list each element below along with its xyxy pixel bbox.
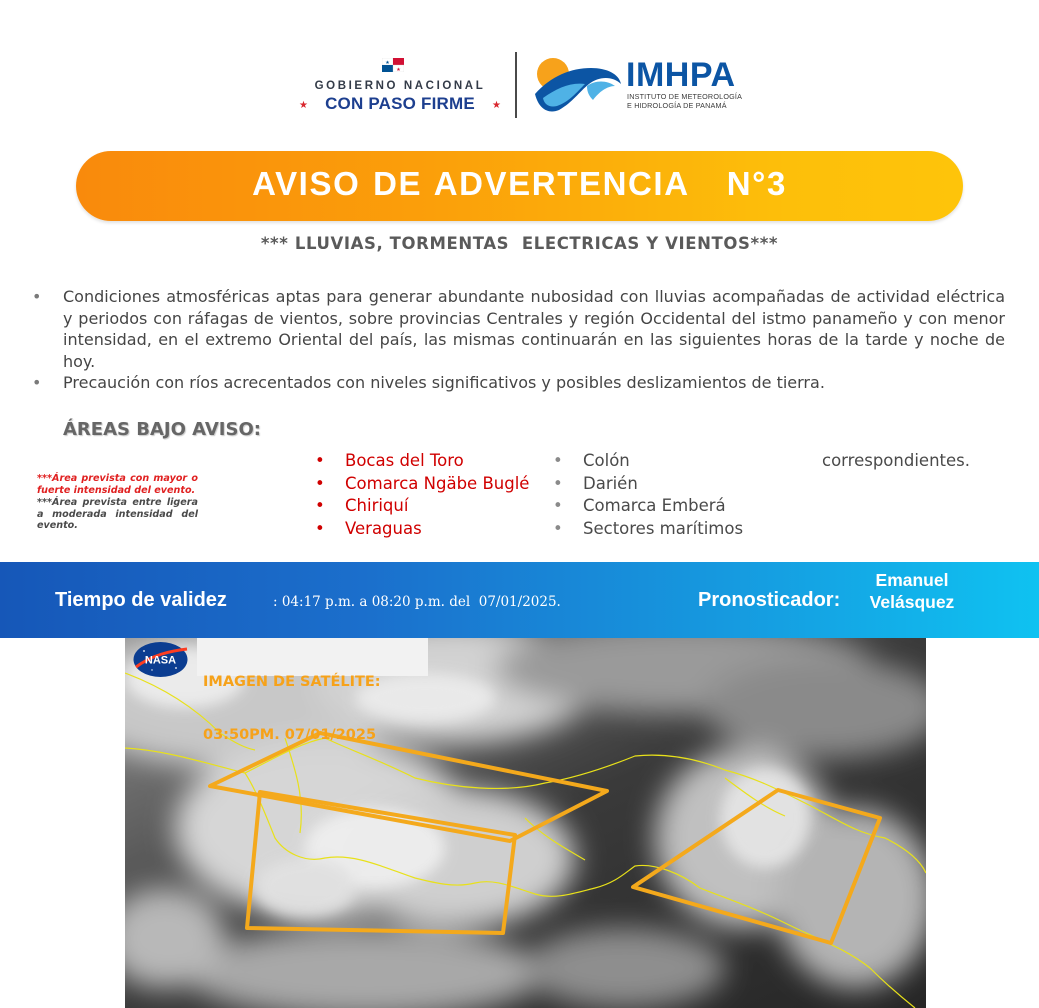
bullet-icon: • [315, 518, 325, 538]
area-item [315, 450, 529, 473]
condition-item [32, 372, 1005, 394]
intensity-legend [37, 473, 198, 532]
satellite-caption-line2: 03:50PM. 07/01/2025 [203, 726, 377, 743]
area-item [315, 518, 529, 541]
logo-divider [515, 52, 517, 118]
area-item [315, 473, 529, 496]
bullet-icon: • [315, 473, 325, 493]
satellite-caption-box [197, 638, 428, 743]
legend-moderate-intensity: ***Área prevista entre ligera a moderada intensidad del evento. [37, 497, 198, 532]
imhpa-subtitle-line1: INSTITUTO DE METEOROLOGÍA [627, 92, 743, 101]
area-name: Bocas del Toro [345, 451, 464, 470]
imhpa-subtitle [627, 92, 742, 110]
satellite-caption [203, 639, 381, 779]
star-icon: ★ [492, 100, 501, 111]
forecaster-name [857, 569, 967, 613]
condition-text: Condiciones atmosféricas aptas para generar abundante nubosidad con lluvias acompañadas de actividad eléctrica y periodos con ráfagas de vientos, sobre provincias Centrales y región Occidental del istmo panameño y con menor intensidad, en el extremo Oriental del país, las mismas continuarán en las siguientes horas de la tarde y noche de hoy. [63, 287, 1005, 371]
forecaster-last-name: Velásquez [869, 592, 955, 612]
area-name: Chiriquí [345, 496, 409, 515]
condition-text: Precaución con ríos acrecentados con niveles significativos y posibles deslizamientos de tierra. [63, 373, 825, 392]
bullet-icon: • [32, 287, 42, 306]
satellite-caption-line1: IMAGEN DE SATÉLITE: [203, 674, 381, 690]
gobierno-nacional-text: GOBIERNO NACIONAL [314, 80, 486, 92]
forecaster-separator: : [833, 589, 841, 611]
svg-text:★: ★ [385, 60, 390, 66]
moderate-intensity-areas [553, 450, 743, 540]
area-item [553, 518, 743, 541]
gobierno-nacional-logo [298, 56, 502, 120]
title-banner [76, 151, 963, 221]
bullet-icon: • [553, 473, 563, 493]
bullet-icon: • [315, 496, 325, 515]
area-name: Veraguas [345, 518, 422, 538]
conditions-list [32, 286, 1005, 394]
area-item [553, 473, 743, 496]
area-name: Comarca Emberá [583, 496, 726, 515]
bullet-icon: • [553, 518, 563, 538]
nasa-logo-text: NASA [144, 654, 177, 667]
nasa-logo [132, 641, 189, 678]
area-name: Darién [583, 473, 638, 493]
area-name: Colón [583, 451, 630, 470]
areas-trailing-text: correspondientes. [822, 451, 970, 470]
validity-label: Tiempo de validez [55, 589, 227, 611]
validity-value: : 04:17 p.m. a 08:20 p.m. del 07/01/2025. [273, 594, 561, 610]
imhpa-wordmark: IMHPA [626, 56, 736, 94]
bullet-icon: • [315, 451, 325, 470]
area-item [553, 495, 743, 518]
imhpa-subtitle-line2: E HIDROLOGÍA DE PANAMÁ [627, 101, 727, 110]
forecaster-label-text: Pronosticador [698, 589, 834, 611]
area-name: Sectores marítimos [583, 518, 744, 538]
star-icon: ★ [299, 100, 308, 111]
bullet-icon: • [32, 373, 42, 392]
legend-high-intensity: ***Área prevista con mayor o fuerte intensidad del evento. [37, 473, 198, 496]
panama-flag-icon [382, 58, 404, 72]
bullet-icon: • [553, 451, 563, 470]
con-paso-firme-text: CON PASO FIRME [325, 94, 475, 113]
area-name: Comarca Ngäbe Buglé [345, 473, 530, 493]
high-intensity-areas [315, 450, 529, 540]
hazard-subtitle: *** LLUVIAS, TORMENTAS ELECTRICAS Y VIENTOS*** [260, 234, 779, 253]
imhpa-logo [533, 54, 748, 118]
area-item [315, 495, 529, 518]
bullet-icon: • [553, 496, 563, 515]
forecaster-label [698, 589, 840, 612]
page-title: AVISO DE ADVERTENCIA N°3 [252, 165, 787, 202]
areas-heading: ÁREAS BAJO AVISO: [63, 419, 261, 440]
forecaster-first-name: Emanuel [875, 570, 949, 590]
condition-item [32, 286, 1005, 372]
area-item [553, 450, 743, 473]
svg-text:★: ★ [396, 67, 401, 72]
validity-bar [0, 562, 1039, 638]
imhpa-sun-wave-icon [533, 54, 623, 118]
